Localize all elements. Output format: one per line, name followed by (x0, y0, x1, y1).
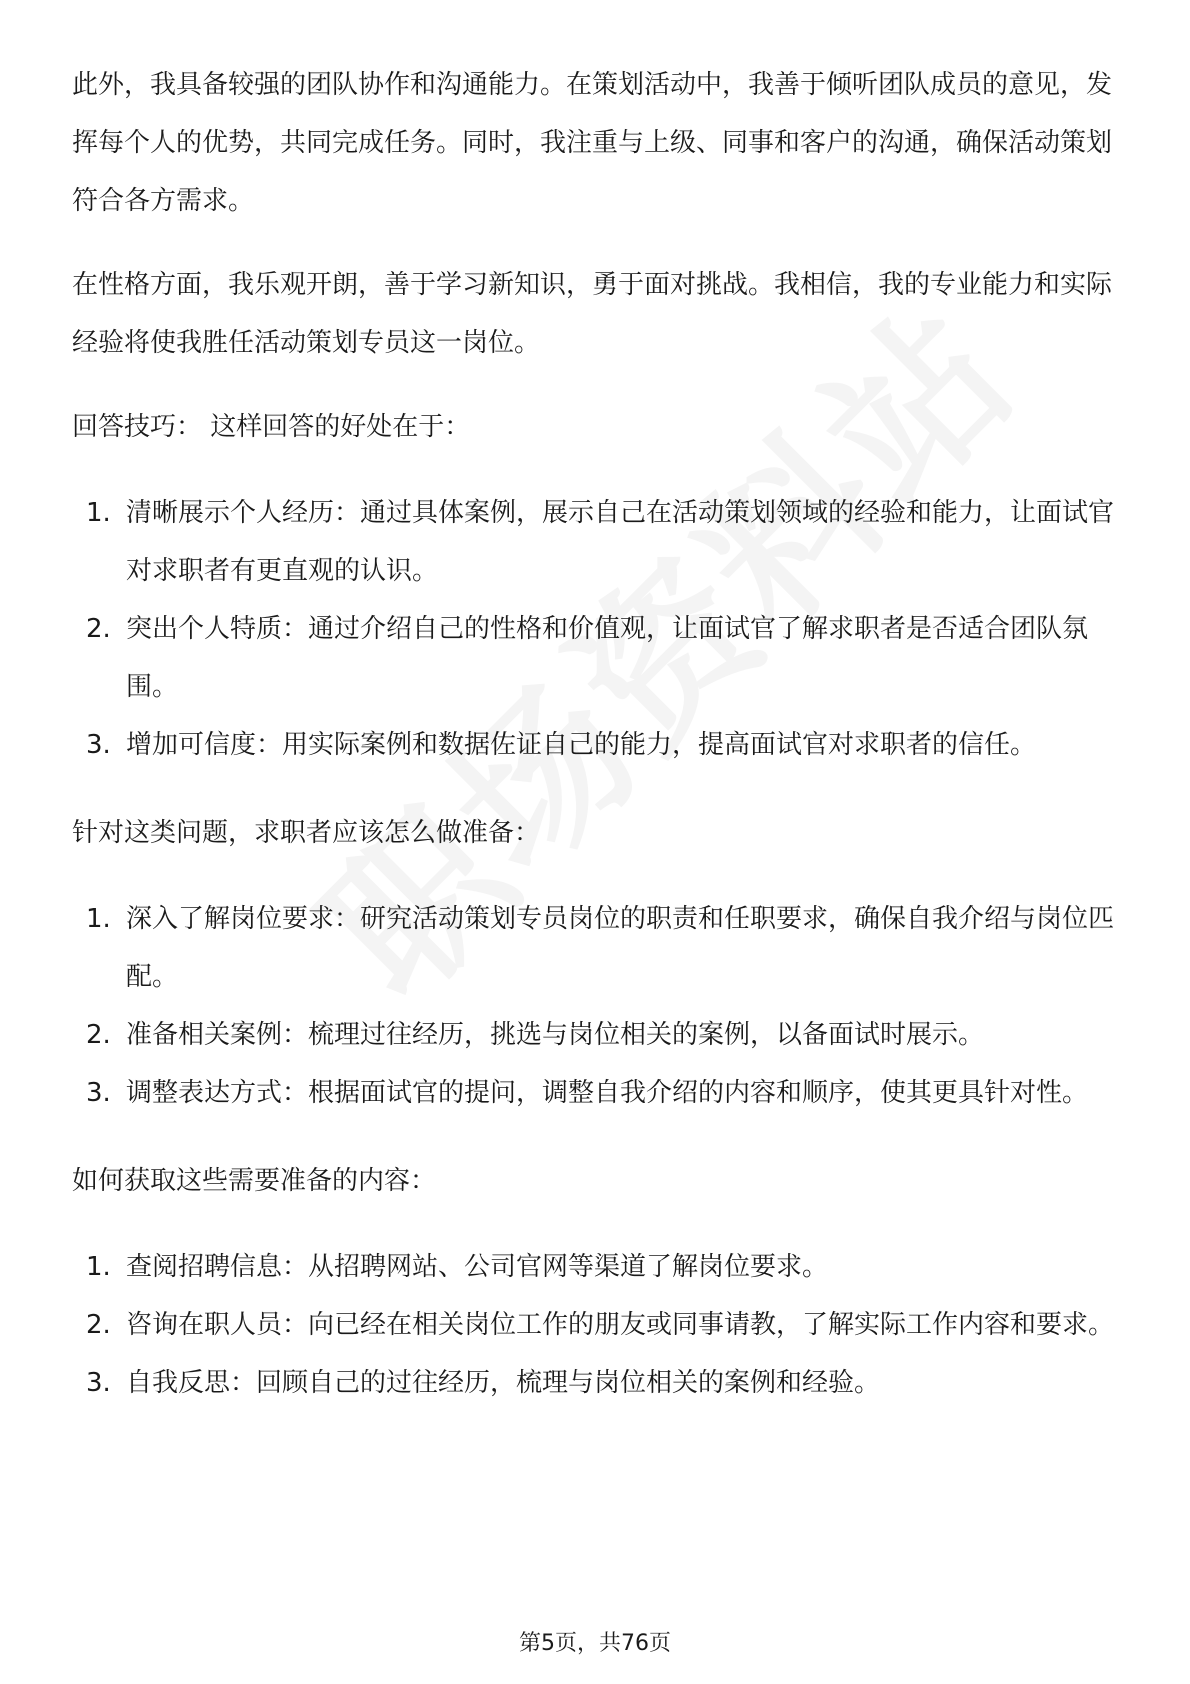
list-item-text: 自我反思：回顾自己的过往经历，梳理与岗位相关的案例和经验。 (126, 1368, 881, 1398)
list-item-text: 清晰展示个人经历：通过具体案例，展示自己在活动策划领域的经验和能力，让面试官对求职者有更直观的认识。 (126, 498, 1115, 586)
list-item-text: 增加可信度：用实际案例和数据佐证自己的能力，提高面试官对求职者的信任。 (126, 730, 1037, 760)
list-item (72, 1354, 1118, 1412)
list-number: 2. (86, 1020, 111, 1050)
section-heading-sources: 如何获取这些需要准备的内容： (72, 1166, 437, 1196)
list-item (72, 1238, 1118, 1296)
list-item (72, 484, 1118, 600)
list-item-text: 突出个人特质：通过介绍自己的性格和价值观，让面试官了解求职者是否适合团队氛围。 (126, 614, 1089, 702)
list-item (72, 600, 1118, 716)
paragraph-teamwork: 此外，我具备较强的团队协作和沟通能力。在策划活动中，我善于倾听团队成员的意见，发挥每个人的优势，共同完成任务。同时，我注重与上级、同事和客户的沟通，确保活动策划符合各方需求。 (72, 70, 1113, 216)
list-item (72, 890, 1118, 1006)
list-item (72, 1296, 1118, 1354)
list-item-text: 调整表达方式：根据面试官的提问，调整自我介绍的内容和顺序，使其更具针对性。 (126, 1078, 1089, 1108)
list-number: 1. (86, 498, 111, 528)
list-item (72, 1064, 1118, 1122)
tips-list (72, 484, 1118, 774)
page-footer (0, 1626, 1190, 1657)
list-item-text: 咨询在职人员：向已经在相关岗位工作的朋友或同事请教，了解实际工作内容和要求。 (126, 1310, 1115, 1340)
page-number-label: 第5页，共76页 (519, 1631, 671, 1656)
list-number: 2. (86, 1310, 111, 1340)
sources-list (72, 1238, 1118, 1412)
list-item (72, 1006, 1118, 1064)
paragraph-personality: 在性格方面，我乐观开朗，善于学习新知识，勇于面对挑战。我相信，我的专业能力和实际经验将使我胜任活动策划专员这一岗位。 (72, 270, 1113, 358)
list-number: 2. (86, 614, 111, 644)
document-body (72, 56, 1118, 1442)
list-item-text: 查阅招聘信息：从招聘网站、公司官网等渠道了解岗位要求。 (126, 1252, 829, 1282)
list-number: 1. (86, 904, 111, 934)
list-item (72, 716, 1118, 774)
list-number: 3. (86, 1078, 111, 1108)
list-number: 3. (86, 1368, 111, 1398)
section-heading-tips: 回答技巧： 这样回答的好处在于： (72, 412, 471, 442)
list-item-text: 准备相关案例：梳理过往经历，挑选与岗位相关的案例，以备面试时展示。 (126, 1020, 985, 1050)
section-heading-preparation: 针对这类问题，求职者应该怎么做准备： (72, 818, 541, 848)
list-item-text: 深入了解岗位要求：研究活动策划专员岗位的职责和任职要求，确保自我介绍与岗位匹配。 (126, 904, 1115, 992)
preparation-list (72, 890, 1118, 1122)
list-number: 1. (86, 1252, 111, 1282)
list-number: 3. (86, 730, 111, 760)
